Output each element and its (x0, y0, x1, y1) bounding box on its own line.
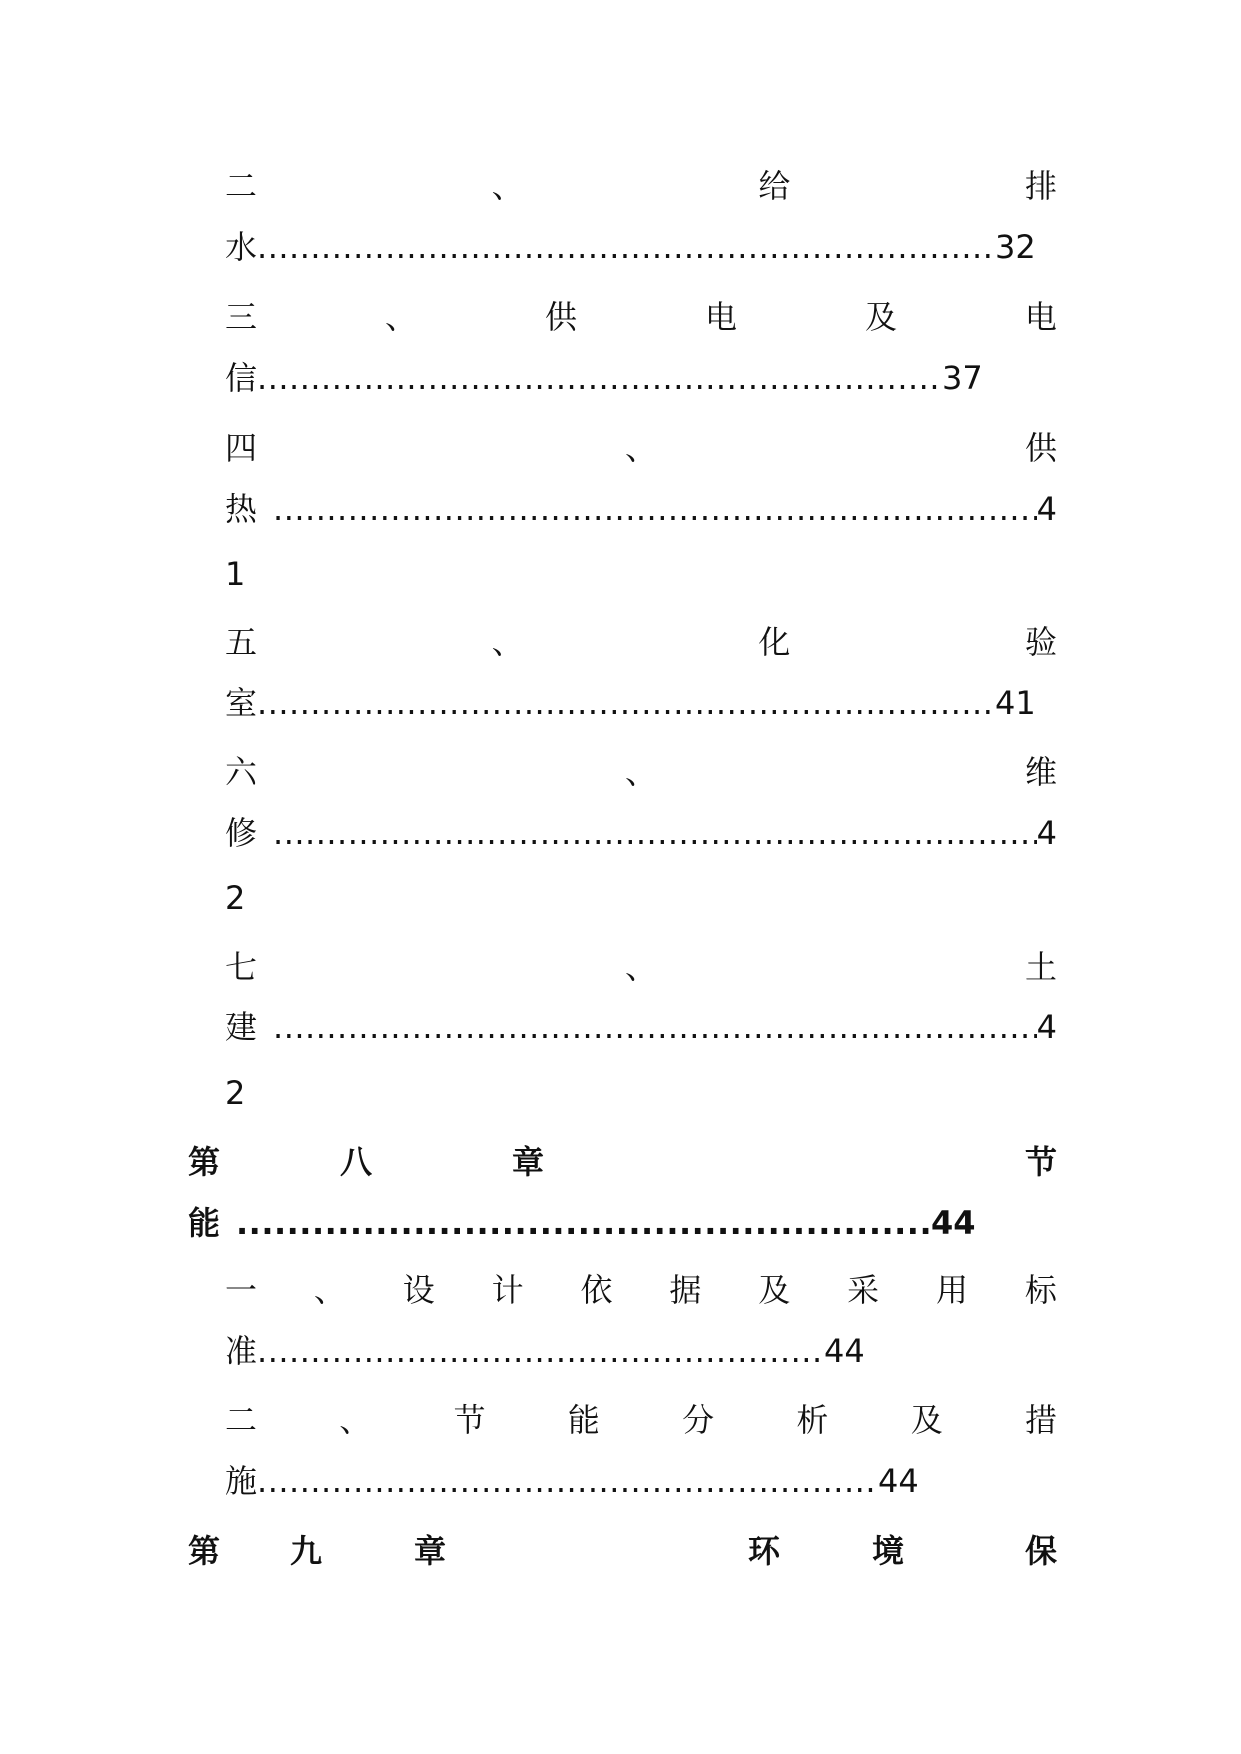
toc-char: 九 (290, 1532, 323, 1570)
toc-char: 及 (758, 1271, 791, 1309)
toc-entry-civil-works-title[interactable] (225, 942, 1057, 992)
toc-page-number: 4 (1036, 1008, 1057, 1046)
toc-entry-water-supply-title[interactable] (225, 161, 1057, 211)
toc-entry-maintenance-title[interactable] (225, 747, 1057, 797)
toc-page-number: 32 (995, 228, 1036, 266)
toc-page-number: 1 (225, 555, 246, 593)
toc-char: 五 (225, 623, 258, 661)
toc-char: 节 (453, 1401, 486, 1439)
toc-chapter-8-leader[interactable] (188, 1198, 1057, 1248)
toc-page-number: 44 (824, 1332, 865, 1370)
toc-entry-civil-works-page-wrap (225, 1068, 1057, 1118)
toc-char: 给 (758, 167, 791, 205)
toc-char: 四 (225, 429, 258, 467)
toc-entry-laboratory-leader[interactable] (225, 678, 1057, 728)
toc-char: 、 (491, 167, 524, 205)
toc-char: 第 (188, 1143, 221, 1181)
toc-char: 二 (225, 1401, 258, 1439)
toc-char: 析 (796, 1401, 829, 1439)
toc-char: 维 (1024, 753, 1057, 791)
toc-entry-heating-page-wrap (225, 549, 1057, 599)
toc-char: 及 (864, 298, 897, 336)
toc-entry-design-basis-title[interactable] (225, 1265, 1057, 1315)
toc-entry-heating-leader[interactable] (225, 484, 1057, 534)
toc-entry-heating-title[interactable] (225, 423, 1057, 473)
toc-char: 第 (188, 1532, 221, 1570)
toc-char: 电 (1024, 298, 1057, 336)
dot-leader (257, 1456, 878, 1506)
toc-char: 依 (580, 1271, 613, 1309)
toc-page-number: 2 (225, 879, 246, 917)
toc-char: 修 (225, 814, 258, 852)
toc-char: 用 (936, 1271, 969, 1309)
toc-char: 施 (225, 1462, 258, 1500)
toc-char: 六 (225, 753, 258, 791)
toc-entry-maintenance-leader[interactable] (225, 808, 1057, 858)
toc-char: 保 (1024, 1532, 1057, 1570)
toc-char: 排 (1024, 167, 1057, 205)
toc-char: 计 (491, 1271, 524, 1309)
toc-char: 采 (847, 1271, 880, 1309)
toc-char: 建 (225, 1008, 258, 1046)
toc-char: 、 (624, 429, 657, 467)
toc-char: 标 (1024, 1271, 1057, 1309)
toc-entry-civil-works-leader[interactable] (225, 1002, 1057, 1052)
toc-page-number: 41 (995, 684, 1036, 722)
toc-page-number: 4 (1036, 814, 1057, 852)
toc-char: 水 (225, 228, 258, 266)
toc-char: 一 (225, 1271, 258, 1309)
toc-char: 境 (872, 1532, 905, 1570)
toc-chapter-8-title[interactable] (188, 1137, 1057, 1187)
toc-char: 、 (313, 1271, 346, 1309)
toc-char: 、 (491, 623, 524, 661)
toc-char: 供 (544, 298, 577, 336)
dot-leader (273, 1002, 1037, 1052)
toc-char: 节 (1024, 1143, 1057, 1181)
toc-char: 二 (225, 167, 258, 205)
toc-char: 供 (1024, 429, 1057, 467)
dot-leader (236, 1198, 931, 1248)
dot-leader (257, 678, 995, 728)
dot-leader (273, 808, 1037, 858)
toc-char: 信 (225, 359, 258, 397)
toc-entry-power-telecom-title[interactable] (225, 292, 1057, 342)
dot-leader (257, 222, 995, 272)
toc-char: 土 (1024, 948, 1057, 986)
toc-page-number: 2 (225, 1074, 246, 1112)
toc-char: 电 (704, 298, 737, 336)
toc-char: 准 (225, 1332, 258, 1370)
toc-char: 七 (225, 948, 258, 986)
toc-entry-maintenance-page-wrap (225, 873, 1057, 923)
toc-page-number: 44 (878, 1462, 919, 1500)
toc-char: 、 (624, 753, 657, 791)
toc-entry-energy-analysis-leader[interactable] (225, 1456, 1057, 1506)
toc-char: 八 (340, 1143, 373, 1181)
toc-char: 热 (225, 490, 258, 528)
toc-page-number: 4 (1036, 490, 1057, 528)
toc-char: 室 (225, 684, 258, 722)
toc-entry-design-basis-leader[interactable] (225, 1326, 1057, 1376)
toc-entry-energy-analysis-title[interactable] (225, 1395, 1057, 1445)
toc-char: 、 (384, 298, 417, 336)
toc-char: 章 (512, 1143, 545, 1181)
dot-leader (257, 1326, 824, 1376)
toc-chapter-9-title[interactable] (188, 1526, 1057, 1576)
toc-char: 、 (624, 948, 657, 986)
toc-char: 分 (682, 1401, 715, 1439)
toc-char: 措 (1024, 1401, 1057, 1439)
toc-page-number: 37 (942, 359, 983, 397)
toc-char: 及 (910, 1401, 943, 1439)
toc-char: 章 (414, 1532, 447, 1570)
toc-char: 化 (758, 623, 791, 661)
toc-char: 验 (1024, 623, 1057, 661)
dot-leader (273, 484, 1037, 534)
toc-char: 设 (402, 1271, 435, 1309)
dot-leader (257, 353, 942, 403)
toc-entry-water-supply-leader[interactable] (225, 222, 1057, 272)
toc-entry-power-telecom-leader[interactable] (225, 353, 1057, 403)
toc-char: 能 (188, 1204, 221, 1242)
toc-char: 据 (669, 1271, 702, 1309)
toc-char: 环 (748, 1532, 781, 1570)
toc-char: 能 (567, 1401, 600, 1439)
toc-char: 、 (339, 1401, 372, 1439)
toc-entry-laboratory-title[interactable] (225, 617, 1057, 667)
toc-page-number: 44 (931, 1204, 976, 1242)
toc-char: 三 (225, 298, 258, 336)
